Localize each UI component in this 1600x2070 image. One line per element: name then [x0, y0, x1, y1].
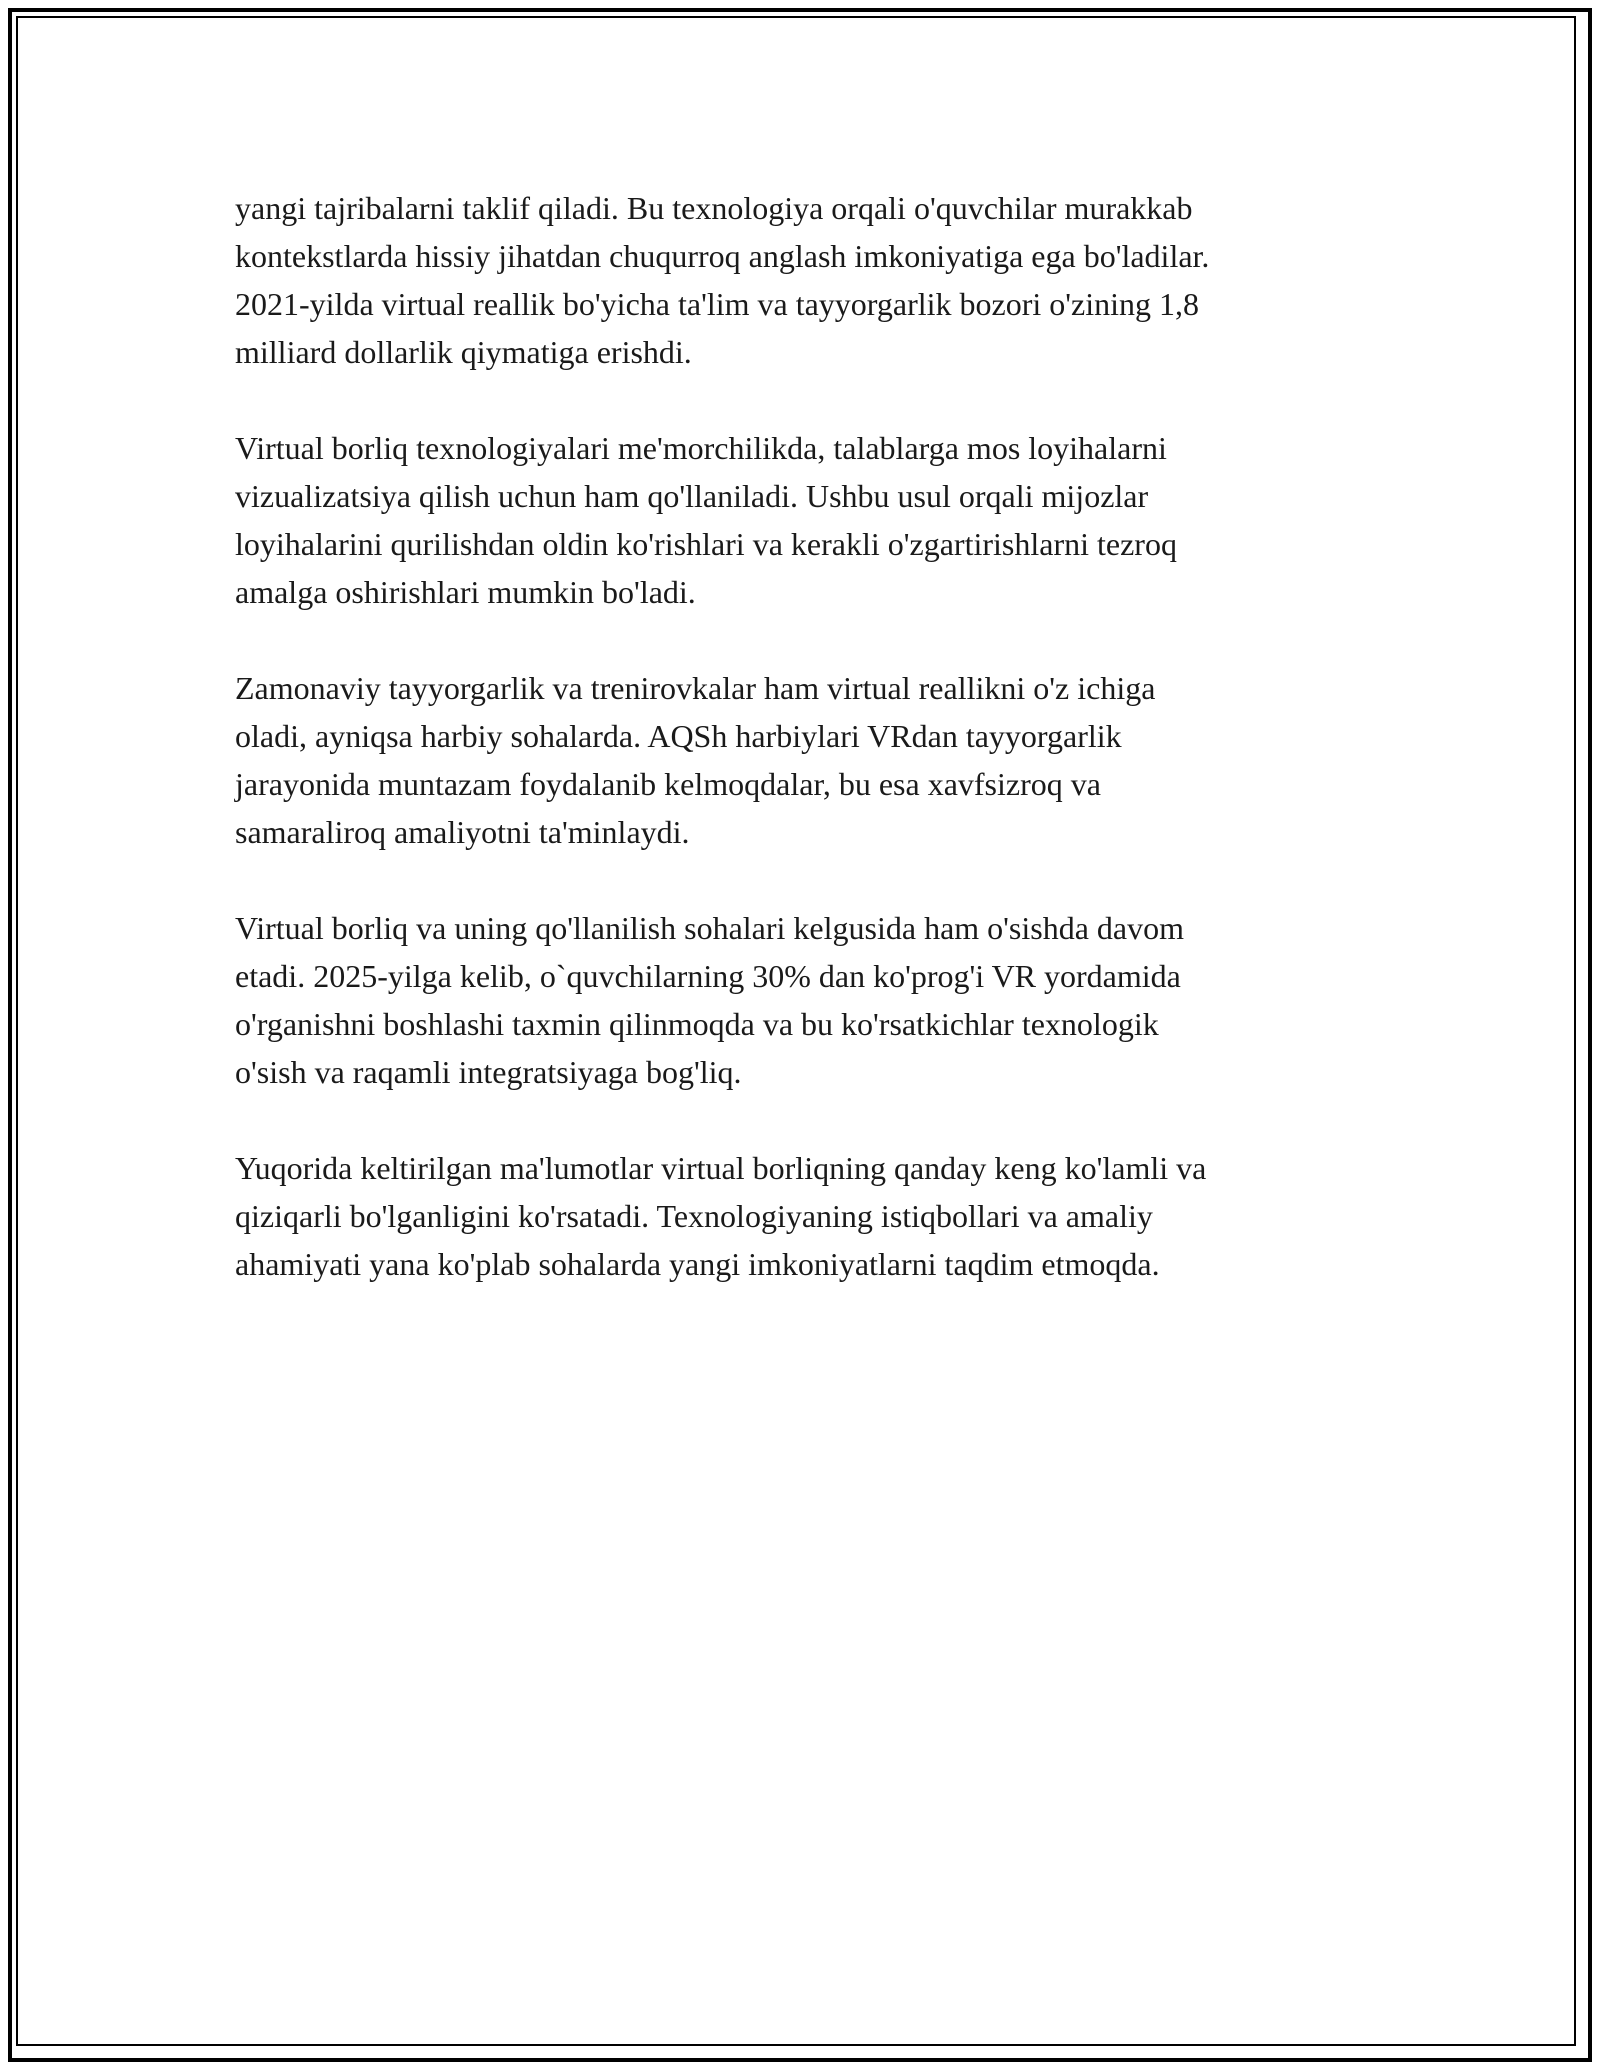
paragraph-line: Virtual borliq texnologiyalari me'morchilikda, talablarga mos loyihalarni [235, 430, 1167, 466]
paragraph-line: jarayonida muntazam foydalanib kelmoqdalar, bu esa xavfsizroq va [235, 766, 1101, 802]
paragraph-line: yangi tajribalarni taklif qiladi. Bu texnologiya orqali o'quvchilar murakkab [235, 190, 1193, 226]
paragraph-3 [235, 664, 1375, 856]
paragraph-line: milliard dollarlik qiymatiga erishdi. [235, 334, 692, 370]
paragraph-2 [235, 424, 1375, 616]
paragraph-line: qiziqarli bo'lganligini ko'rsatadi. Texnologiyaning istiqbollari va amaliy [235, 1198, 1153, 1234]
paragraph-line: etadi. 2025-yilga kelib, o`quvchilarning 30% dan ko'prog'i VR yordamida [235, 958, 1181, 994]
paragraph-line: kontekstlarda hissiy jihatdan chuqurroq anglash imkoniyatiga ega bo'ladilar. [235, 238, 1210, 274]
paragraph-line: oladi, ayniqsa harbiy sohalarda. AQSh harbiylari VRdan tayyorgarlik [235, 718, 1122, 754]
paragraph-line: Zamonaviy tayyorgarlik va trenirovkalar ham virtual reallikni o'z ichiga [235, 670, 1156, 706]
paragraph-line: Virtual borliq va uning qo'llanilish sohalari kelgusida ham o'sishda davom [235, 910, 1185, 946]
paragraph-line: Yuqorida keltirilgan ma'lumotlar virtual borliqning qanday keng ko'lamli va [235, 1150, 1207, 1186]
paragraph-line: 2021-yilda virtual reallik bo'yicha ta'lim va tayyorgarlik bozori o'zining 1,8 [235, 286, 1200, 322]
paragraph-4 [235, 904, 1375, 1096]
paragraph-line: amalga oshirishlari mumkin bo'ladi. [235, 574, 696, 610]
paragraph-line: samaraliroq amaliyotni ta'minlaydi. [235, 814, 690, 850]
paragraph-line: vizualizatsiya qilish uchun ham qo'llaniladi. Ushbu usul orqali mijozlar [235, 478, 1149, 514]
paragraph-line: ahamiyati yana ko'plab sohalarda yangi imkoniyatlarni taqdim etmoqda. [235, 1246, 1160, 1282]
paragraph-line: o'sish va raqamli integratsiyaga bog'liq. [235, 1054, 742, 1090]
paragraph-line: loyihalarini qurilishdan oldin ko'rishlari va kerakli o'zgartirishlarni tezroq [235, 526, 1177, 562]
paragraph-1 [235, 184, 1375, 376]
paragraph-5 [235, 1144, 1375, 1288]
paragraph-line: o'rganishni boshlashi taxmin qilinmoqda va bu ko'rsatkichlar texnologik [235, 1006, 1159, 1042]
document-body [235, 184, 1375, 1336]
